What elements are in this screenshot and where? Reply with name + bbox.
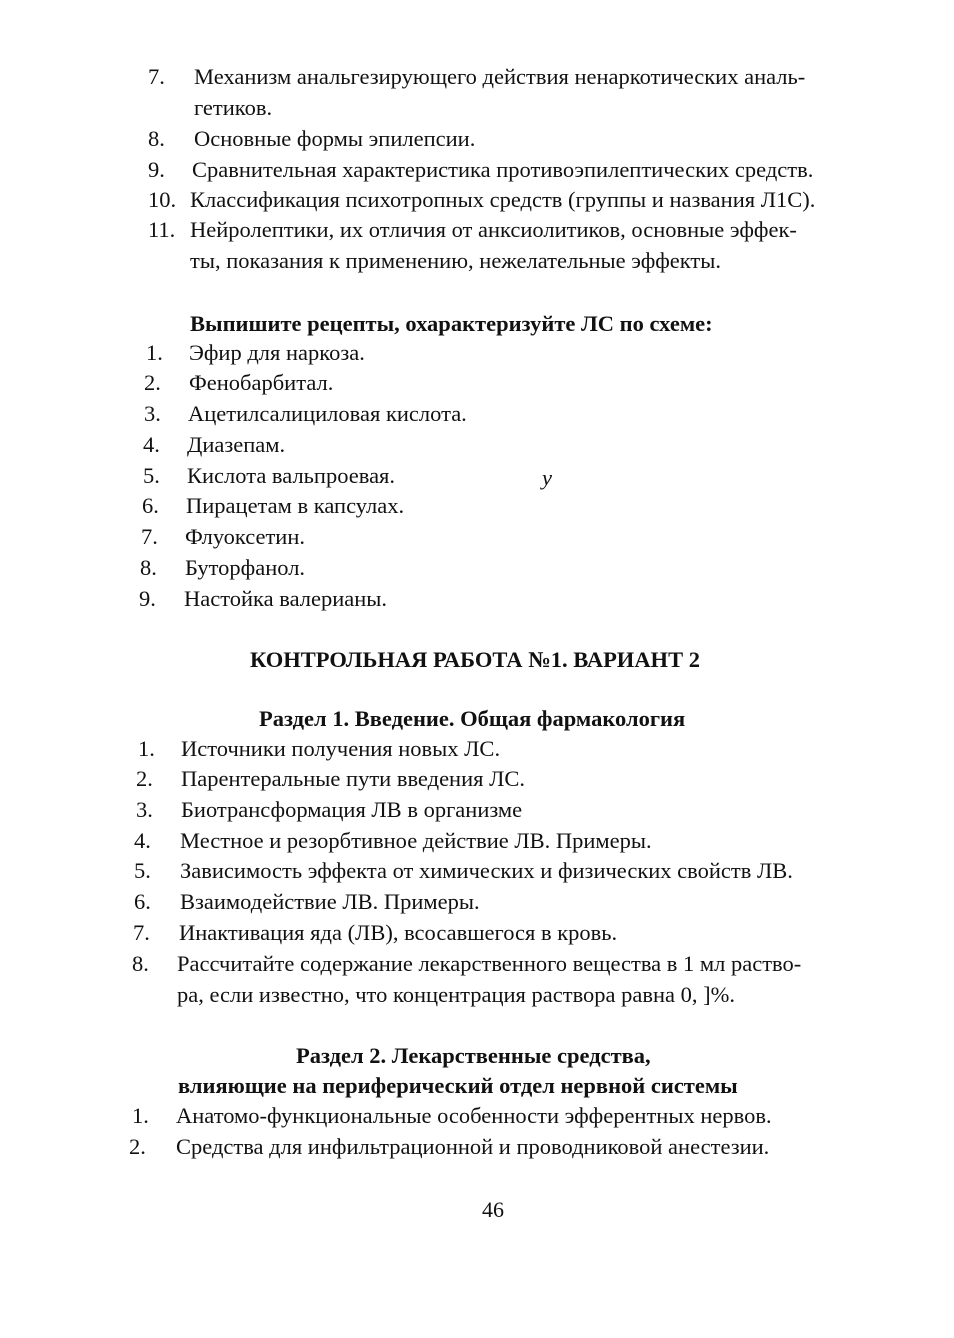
item-number: 6.	[142, 493, 159, 518]
item-number: 2.	[129, 1134, 146, 1159]
item-text: Местное и резорбтивное действие ЛВ. Примеры.	[180, 828, 652, 853]
stray-mark: у	[542, 465, 552, 490]
item-number: 9.	[148, 157, 165, 182]
item-number: 3.	[144, 401, 161, 426]
item-text: Нейролептики, их отличия от анксиолитиков, основные эффек-	[190, 217, 797, 242]
item-text: Фенобарбитал.	[189, 370, 334, 395]
item-text: Эфир для наркоза.	[189, 340, 365, 365]
item-text: Диазепам.	[187, 432, 286, 457]
item-text: Ацетилсалициловая кислота.	[188, 401, 467, 426]
item-number: 7.	[141, 524, 158, 549]
page-number: 46	[482, 1197, 504, 1222]
item-number: 4.	[134, 828, 151, 853]
item-text: Инактивация яда (ЛВ), всосавшегося в кровь.	[179, 920, 618, 945]
item-text: Классификация психотропных средств (группы и названия Л1С).	[190, 187, 816, 212]
item-number: 5.	[134, 858, 151, 883]
variant-title: КОНТРОЛЬНАЯ РАБОТА №1. ВАРИАНТ 2	[250, 647, 700, 672]
item-text: Кислота вальпроевая.	[187, 463, 396, 488]
item-number: 1.	[146, 340, 163, 365]
item-text: Средства для инфильтрационной и проводниковой анестезии.	[176, 1134, 770, 1159]
item-number: 8.	[132, 951, 149, 976]
item-text: Взаимодействие ЛВ. Примеры.	[180, 889, 480, 914]
item-number: 9.	[139, 586, 156, 611]
item-number: 1.	[132, 1103, 149, 1128]
item-number: 6.	[134, 889, 151, 914]
item-text: Настойка валерианы.	[184, 586, 388, 611]
item-number: 1.	[138, 736, 155, 761]
item-number: 7.	[133, 920, 150, 945]
item-text: Источники получения новых ЛС.	[181, 736, 501, 761]
item-continuation: гетиков.	[194, 95, 273, 120]
item-continuation: ты, показания к применению, нежелательные эффекты.	[190, 248, 722, 273]
item-number: 7.	[148, 64, 165, 89]
item-text: Зависимость эффекта от химических и физических свойств ЛВ.	[180, 858, 793, 883]
item-text: Рассчитайте содержание лекарственного вещества в 1 мл раство-	[177, 951, 802, 976]
section2-heading-line1: Раздел 2. Лекарственные средства,	[296, 1043, 651, 1068]
item-number: 2.	[136, 766, 153, 791]
item-text: Анатомо-функциональные особенности эфферентных нервов.	[176, 1103, 772, 1128]
item-text: Основные формы эпилепсии.	[194, 126, 476, 151]
item-number: 8.	[140, 555, 157, 580]
section2-heading-line2: влияющие на периферический отдел нервной системы	[178, 1073, 738, 1098]
item-number: 5.	[143, 463, 160, 488]
item-number: 2.	[144, 370, 161, 395]
prescriptions-heading: Выпишите рецепты, охарактеризуйте ЛС по схеме:	[190, 311, 713, 336]
item-number: 4.	[143, 432, 160, 457]
item-number: 3.	[136, 797, 153, 822]
item-text: Сравнительная характеристика противоэпилептических средств.	[192, 157, 814, 182]
item-text: Парентеральные пути введения ЛС.	[181, 766, 526, 791]
item-number: 10.	[148, 187, 177, 212]
item-text: Механизм анальгезирующего действия ненаркотических аналь-	[194, 64, 806, 89]
item-text: Буторфанол.	[185, 555, 306, 580]
item-text: Биотрансформация ЛВ в организме	[181, 797, 523, 822]
item-continuation: ра, если известно, что концентрация раствора равна 0, ]%.	[177, 982, 736, 1007]
section1-heading: Раздел 1. Введение. Общая фармакология	[259, 706, 686, 731]
item-number: 8.	[148, 126, 165, 151]
item-number: 11.	[148, 217, 176, 242]
item-text: Флуоксетин.	[185, 524, 305, 549]
item-text: Пирацетам в капсулах.	[186, 493, 405, 518]
